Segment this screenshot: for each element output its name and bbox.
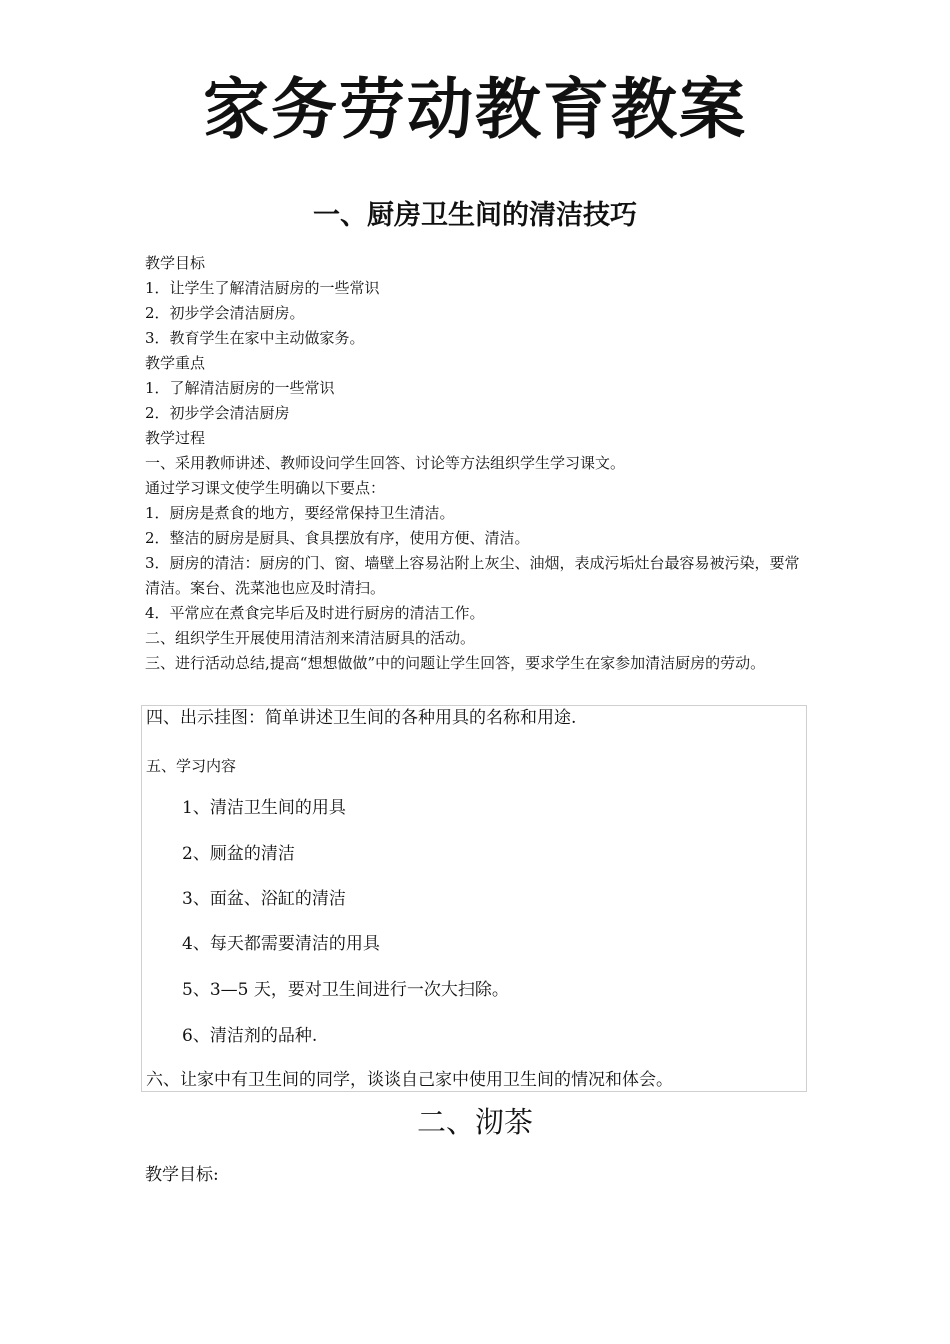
content-item: 2、厕盆的清洁 — [182, 844, 295, 864]
process-point: 3．厨房的清洁：厨房的门、窗、墙壁上容易沾附上灰尘、油烟，表成污垢灶台最容易被污染，要常清洁。案台、洗菜池也应及时清扫。 — [145, 554, 800, 597]
content-item: 4、每天都需要清洁的用具 — [182, 934, 380, 954]
process-step: 二、组织学生开展使用清洁剂来清洁厨具的活动。 — [145, 629, 476, 647]
process-point: 2．整洁的厨房是厨具、食具摆放有序，使用方便、清洁。 — [145, 529, 530, 547]
box-last-line: 六、让家中有卫生间的同学，谈谈自己家中使用卫生间的情况和体会。 — [146, 1070, 673, 1090]
content-item: 3、面盆、浴缸的清洁 — [182, 889, 346, 909]
content-item: 6、清洁剂的品种. — [182, 1026, 318, 1046]
objective-item: 3．教育学生在家中主动做家务。 — [145, 329, 365, 347]
key-points-heading: 教学重点 — [145, 354, 206, 372]
bathroom-content-box — [141, 705, 807, 1092]
objectives-heading: 教学目标 — [145, 254, 206, 272]
document-title: 家务劳动教育教案 — [203, 71, 747, 148]
section-1-body — [145, 251, 810, 676]
objective-item: 2．初步学会清洁厨房。 — [145, 304, 305, 322]
box-heading: 四、出示挂图：简单讲述卫生间的各种用具的名称和用途. — [146, 708, 577, 728]
content-item: 5、3—5 天，要对卫生间进行一次大扫除。 — [182, 980, 509, 1000]
content-item: 1、清洁卫生间的用具 — [182, 798, 346, 818]
section-1-title: 一、厨房卫生间的清洁技巧 — [313, 200, 637, 231]
process-step: 三、进行活动总结,提高“想想做做”中的问题让学生回答，要求学生在家参加清洁厨房的劳动。 — [145, 654, 766, 672]
process-text: 通过学习课文使学生明确以下要点： — [145, 479, 386, 497]
process-step: 一、采用教师讲述、教师设问学生回答、讨论等方法组织学生学习课文。 — [145, 454, 626, 472]
key-point-item: 1．了解清洁厨房的一些常识 — [145, 379, 335, 397]
process-point: 4．平常应在煮食完毕后及时进行厨房的清洁工作。 — [145, 604, 485, 622]
key-point-item: 2．初步学会清洁厨房 — [145, 404, 290, 422]
box-subheading: 五、学习内容 — [146, 757, 237, 775]
process-heading: 教学过程 — [145, 429, 206, 447]
section-2-objectives-heading: 教学目标: — [145, 1165, 219, 1185]
objective-item: 1．让学生了解清洁厨房的一些常识 — [145, 279, 380, 297]
process-point: 1．厨房是煮食的地方，要经常保持卫生清洁。 — [145, 504, 455, 522]
section-2-title: 二、沏茶 — [416, 1105, 533, 1139]
